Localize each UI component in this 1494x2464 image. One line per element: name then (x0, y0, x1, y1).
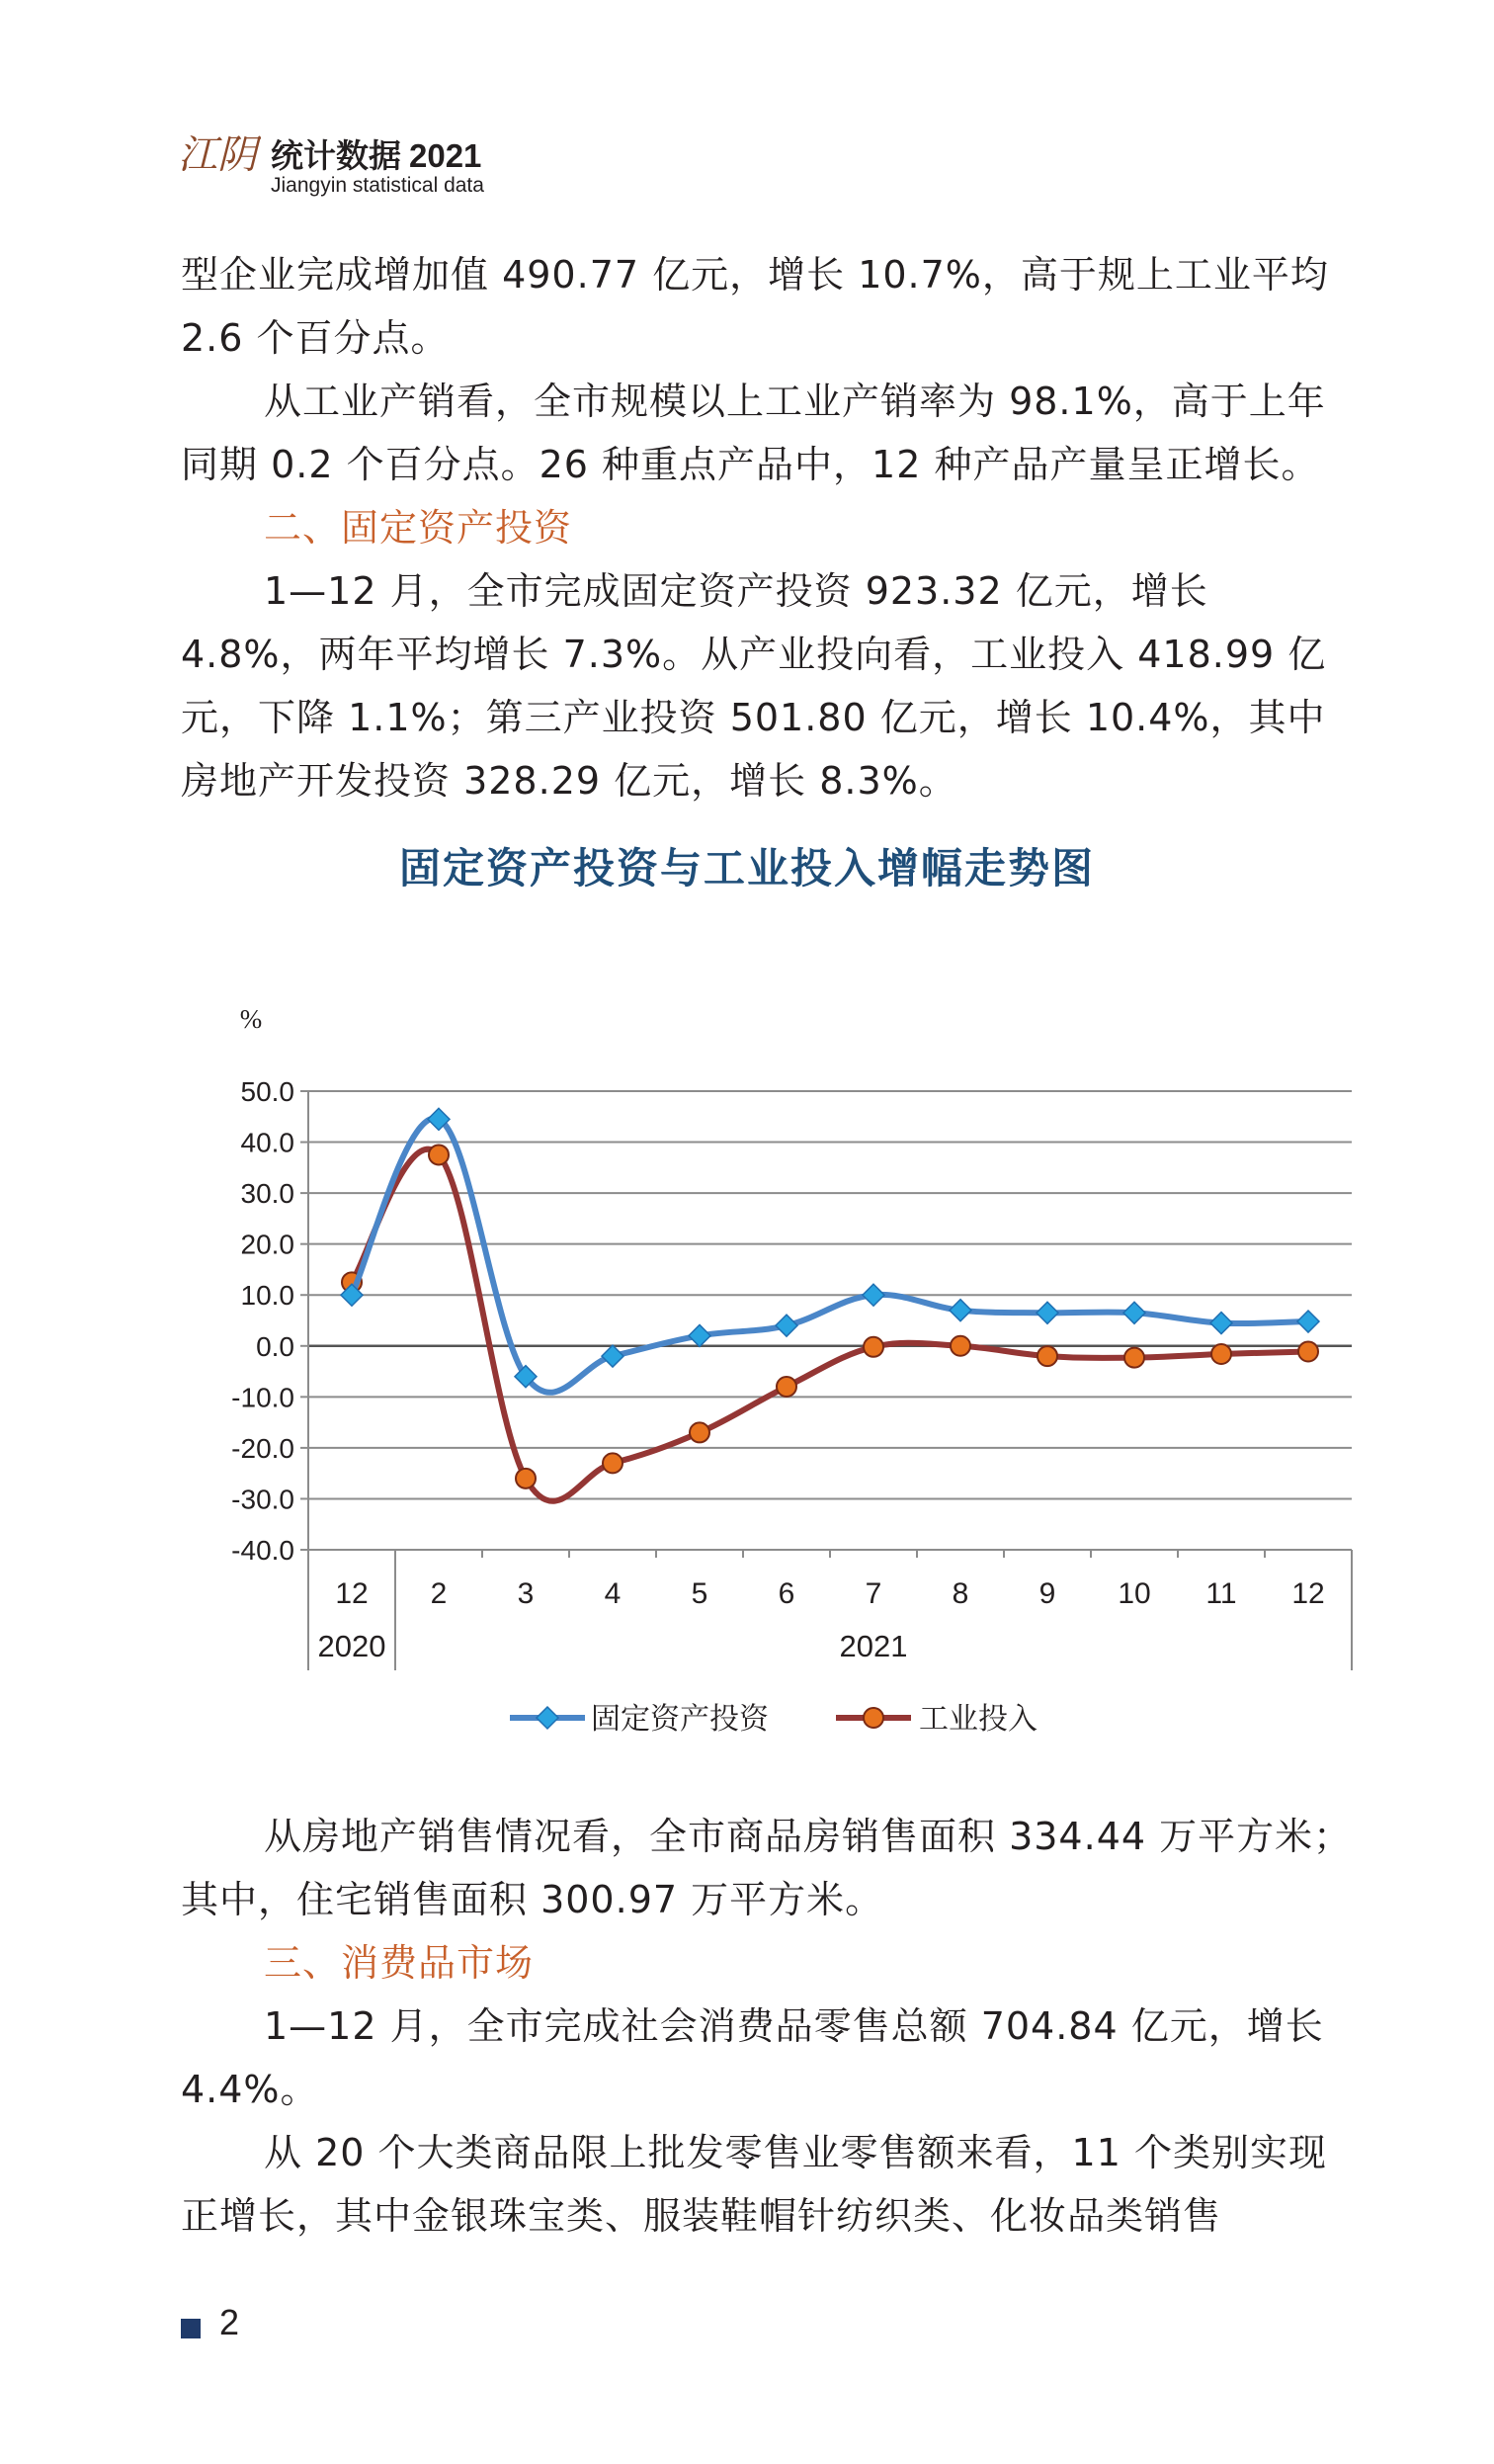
section-heading-investment: 二、固定资产投资 (264, 506, 573, 550)
page-number: 2 (219, 2302, 240, 2342)
x-tick-label: 7 (865, 1577, 882, 1610)
data-point-industrial (777, 1377, 796, 1397)
data-point-industrial (951, 1336, 970, 1356)
paragraph-retail-categories: 从 20 个大类商品限上批发零售业零售额来看，11 个类别实现正增长，其中金银珠宝类、服装鞋帽针纺织类、化妆品类销售 (181, 2131, 1327, 2238)
x-group-label: 2021 (839, 1629, 908, 1663)
logo-text: 江阴 (178, 132, 257, 178)
data-point-fixed-asset (950, 1300, 971, 1321)
data-point-industrial (516, 1469, 536, 1488)
x-tick-label: 8 (952, 1577, 969, 1610)
x-tick-label: 11 (1205, 1577, 1237, 1610)
y-tick-label: 40.0 (240, 1127, 294, 1158)
x-tick-label: 4 (604, 1577, 622, 1610)
data-point-industrial (1124, 1348, 1144, 1368)
y-tick-label: -10.0 (231, 1382, 294, 1413)
y-axis-unit: % (239, 1004, 263, 1034)
section-heading-consumer: 三、消费品市场 (264, 1941, 535, 1985)
x-tick-label: 9 (1038, 1577, 1056, 1610)
data-point-fixed-asset (1297, 1311, 1319, 1332)
paragraph-industrial-sales: 从工业产销看，全市规模以上工业产销率为 98.1%，高于上年同期 0.2 个百分点。26 种重点产品中，12 种产品产量呈正增长。 (181, 380, 1326, 486)
x-tick-label: 10 (1118, 1577, 1151, 1610)
page-number-marker (181, 2319, 201, 2338)
y-tick-label: 50.0 (240, 1076, 294, 1107)
x-tick-label: 12 (1291, 1577, 1325, 1610)
header-subtitle: Jiangyin statistical data (271, 174, 484, 197)
y-tick-label: 0.0 (256, 1330, 294, 1362)
x-group-label: 2020 (317, 1629, 386, 1663)
header-title-text: 统计数据 (271, 136, 401, 175)
x-tick-label: 2 (430, 1577, 448, 1610)
data-point-fixed-asset (863, 1284, 884, 1306)
legend-label: 固定资产投资 (591, 1702, 769, 1737)
header-year: 2021 (409, 137, 482, 174)
y-tick-label: 20.0 (240, 1229, 294, 1260)
data-point-fixed-asset (689, 1324, 710, 1346)
legend-marker-circle (864, 1708, 883, 1728)
x-tick-label: 3 (517, 1577, 535, 1610)
x-tick-label: 5 (691, 1577, 708, 1610)
data-point-industrial (603, 1453, 622, 1473)
y-tick-label: -30.0 (231, 1484, 294, 1515)
y-tick-label: -40.0 (231, 1535, 294, 1566)
data-point-fixed-asset (1123, 1302, 1145, 1323)
bottom-text-block (181, 1805, 1357, 2248)
paragraph-continuation: 型企业完成增加值 490.77 亿元，增长 10.7%，高于规上工业平均 2.6 个百分点。 (181, 253, 1329, 360)
data-point-fixed-asset (776, 1315, 797, 1336)
y-tick-label: 10.0 (240, 1280, 294, 1312)
data-point-industrial (1038, 1346, 1057, 1366)
x-tick-label: 6 (778, 1577, 795, 1610)
data-point-industrial (1211, 1344, 1231, 1364)
y-tick-label: -20.0 (231, 1432, 294, 1464)
data-point-industrial (429, 1145, 449, 1164)
legend-marker-diamond (537, 1707, 558, 1729)
paragraph-investment: 1—12 月，全市完成固定资产投资 923.32 亿元，增长 4.8%，两年平均增长 7.3%。从产业投向看，工业投入 418.99 亿元，下降 1.1%；第三产业投资 501.80 亿元，增长 10.4%，其中房地产开发投资 328.29 亿元，增长 8.3%。 (181, 569, 1327, 803)
legend-label: 工业投入 (919, 1702, 1038, 1737)
data-point-fixed-asset (1037, 1302, 1058, 1323)
paragraph-retail-total: 1—12 月，全市完成社会消费品零售总额 704.84 亿元，增长 4.4%。 (181, 2004, 1324, 2111)
y-tick-label: 30.0 (240, 1178, 294, 1210)
data-point-fixed-asset (1210, 1313, 1232, 1334)
paragraph-real-estate: 从房地产销售情况看，全市商品房销售面积 334.44 万平方米；其中，住宅销售面积 300.97 万平方米。 (181, 1815, 1353, 1921)
chart-title: 固定资产投资与工业投入增幅走势图 (398, 844, 1095, 892)
x-tick-label: 12 (335, 1577, 369, 1610)
data-point-fixed-asset (602, 1345, 623, 1367)
data-point-industrial (690, 1422, 709, 1442)
data-point-industrial (1298, 1341, 1318, 1361)
data-point-industrial (864, 1337, 883, 1357)
series-line-fixed-asset (352, 1118, 1308, 1392)
